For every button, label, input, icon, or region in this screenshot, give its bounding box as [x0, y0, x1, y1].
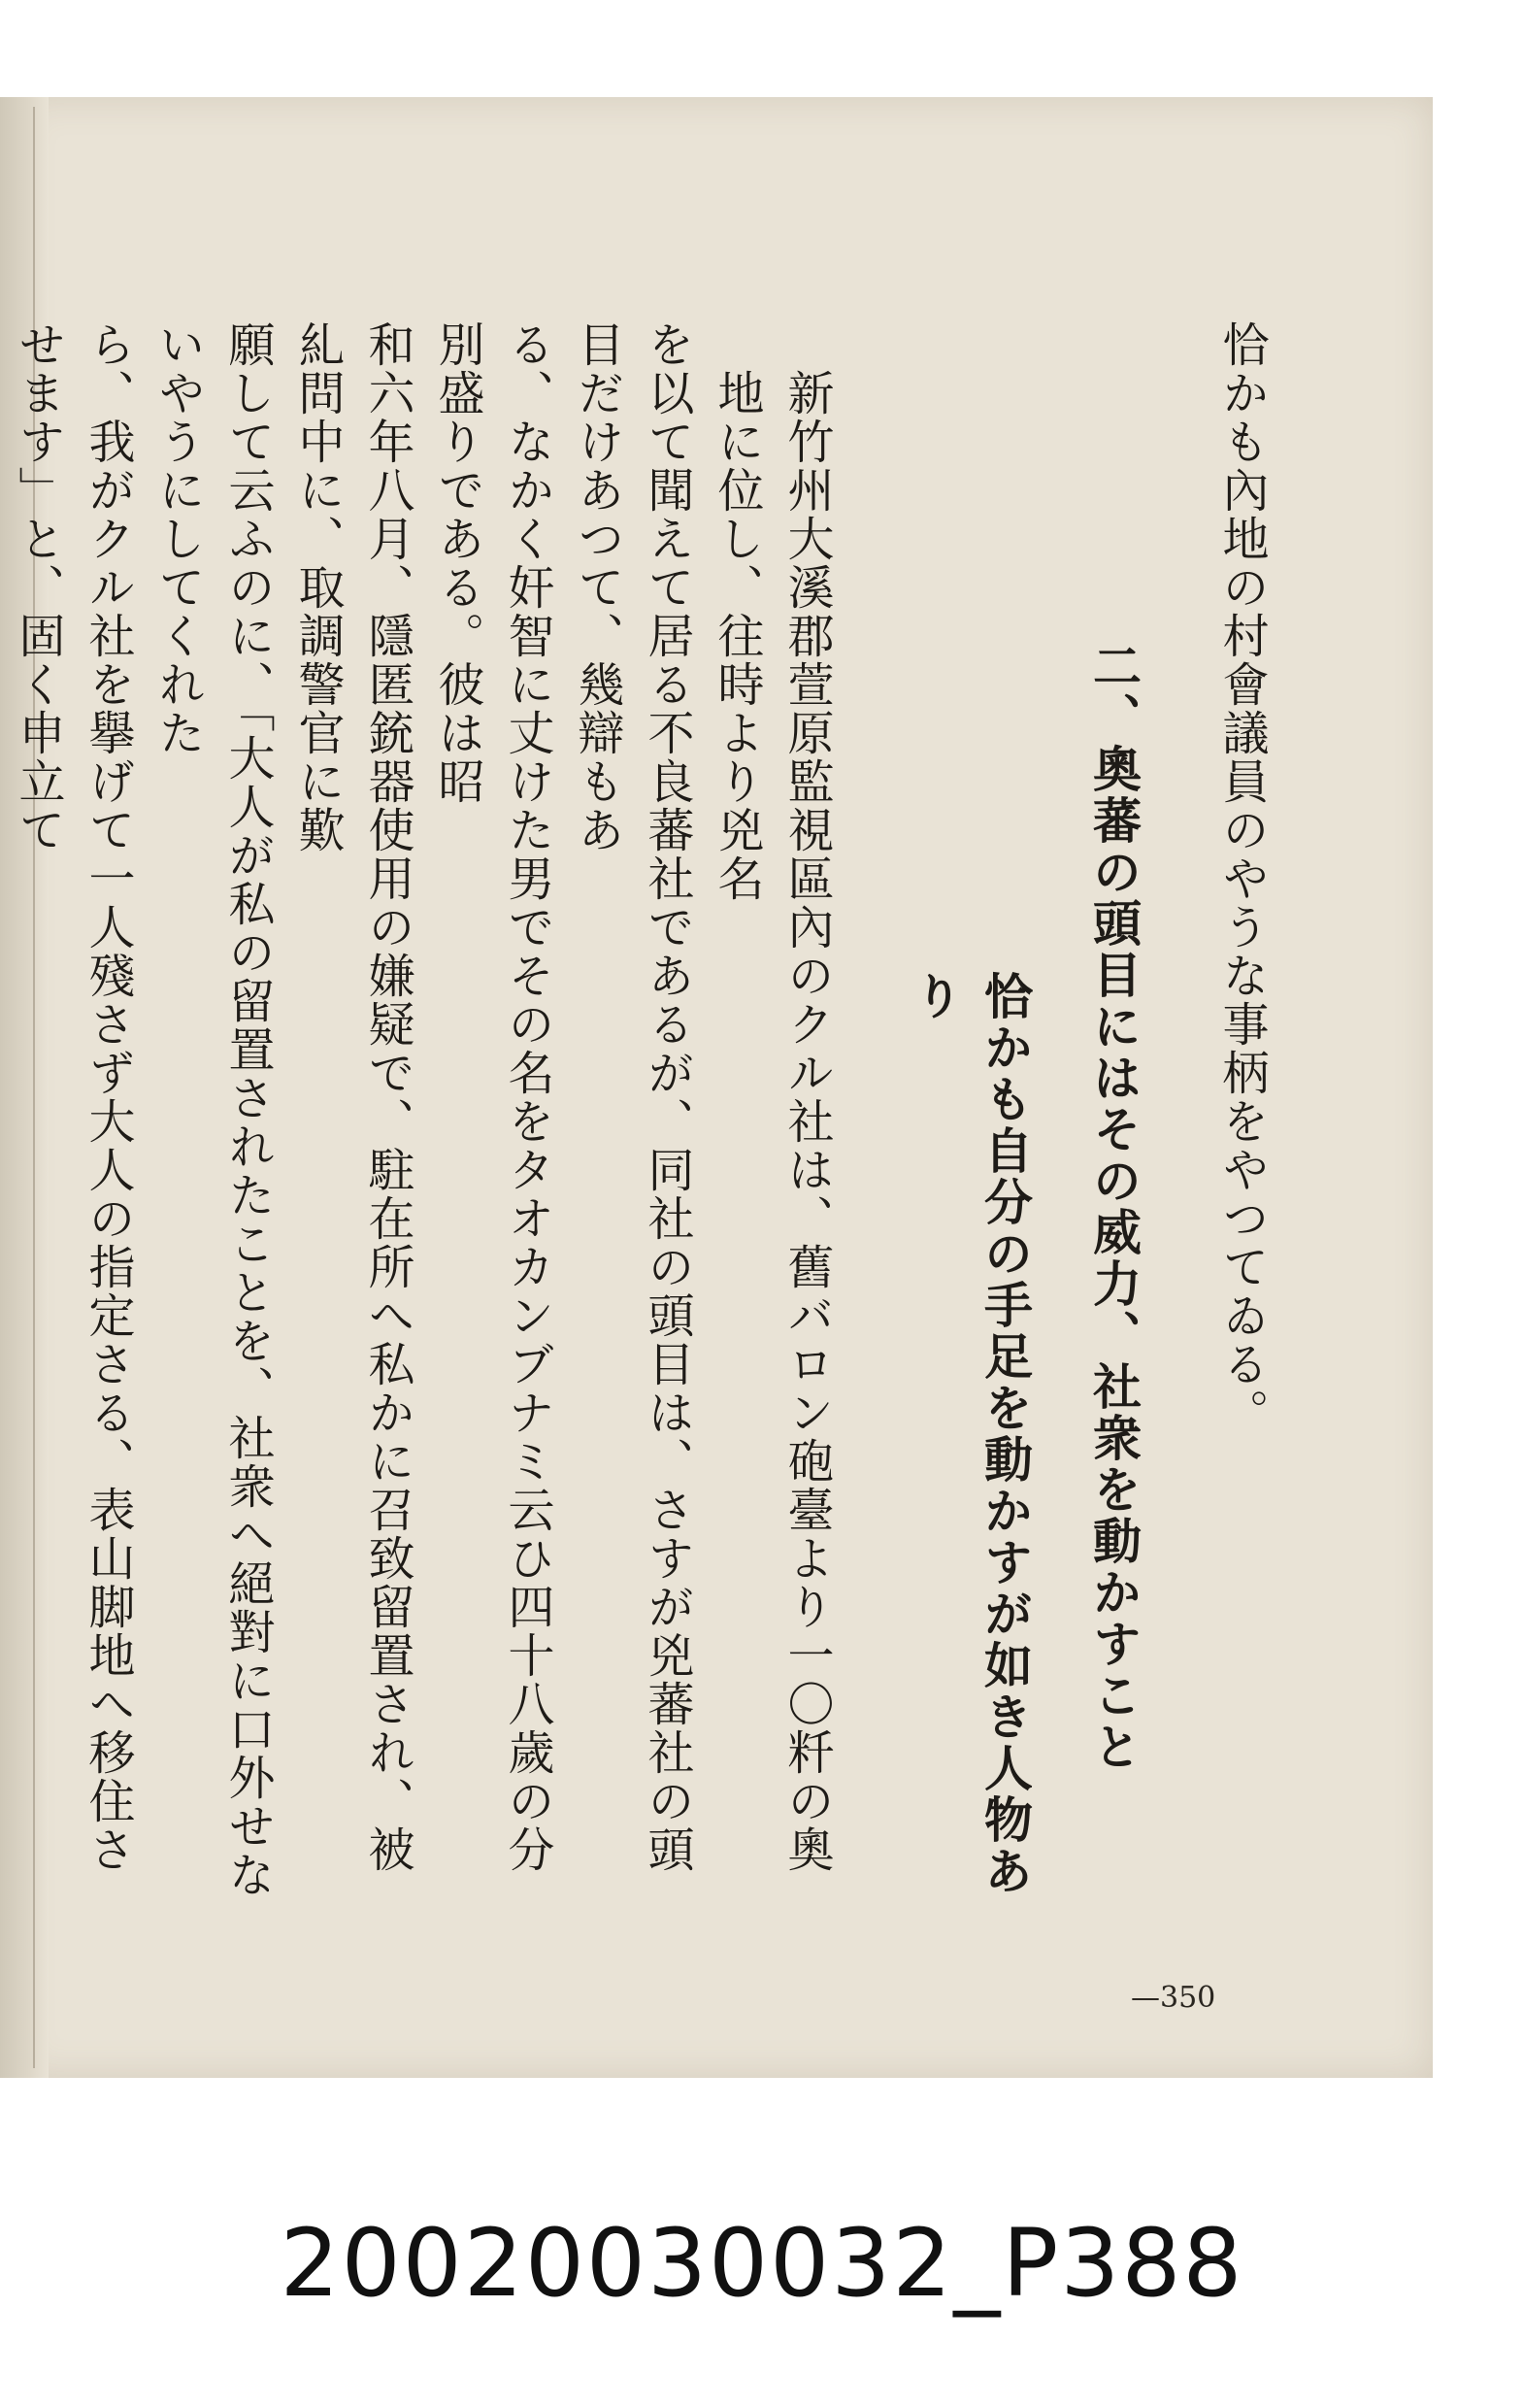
section-heading-line-2: 恰かも自分の手足を動かすが如き人物あり: [907, 971, 1033, 1897]
text-column-1: 恰かも內地の村會議員のやうな事柄をやつてゐる。: [1214, 320, 1269, 1437]
text-column-6: る、なかく奸智に丈けた男でその名をタオカンブナミ云ひ四十八歲の分別盛りである。彼は昭: [430, 320, 554, 1874]
text-column-7: 和六年八月、隱匿銃器使用の嫌疑で、駐在所へ私かに召致留置され、被糺問中に、取調警官に歎: [290, 320, 414, 1874]
text-column-10: [0, 320, 3, 1913]
section-heading-line-1: 二、奧蕃の頭目にはその威力、社衆を動かすこと: [1085, 641, 1142, 1773]
text-column-4: 新竹州大溪郡萱原監視區內のクル社は、舊バロン砲臺より一〇粁の奧地に位し、往時より兇名: [710, 369, 834, 1874]
archive-id-caption: 20020030032_P388: [280, 2209, 1244, 2318]
vertical-text-block: [0, 320, 1276, 1913]
page-number: —350: [1131, 1981, 1216, 2015]
text-column-5: を以て聞えて居る不良蕃社であるが、同社の頭目は、さすが兇蕃社の頭目だけあつて、幾辯もあ: [570, 320, 694, 1874]
text-column-9: ら、我がクル社を擧げて一人殘さず大人の指定さる、表山脚地へ移住させます」と、固く申立て: [11, 320, 135, 1874]
text-column-8: 願して云ふのに、「大人が私の留置されたことを、社衆へ絕對に口外せないやうにしてくれた: [150, 320, 275, 1899]
